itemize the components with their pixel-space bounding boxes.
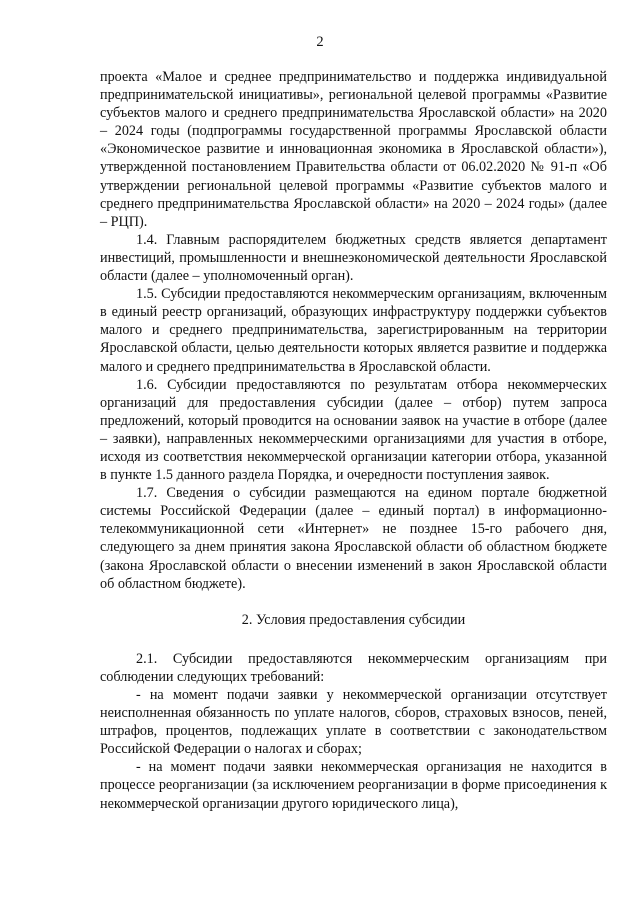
paragraph-2-1: 2.1. Субсидии предоставляются некоммерческим организациям при соблюдении следующих требований: — [100, 650, 607, 685]
requirement-no-reorganization: - на момент подачи заявки некоммерческая организация не находится в процессе реорганизации (за исключением реорганизации в форме присоединения к некоммерческой организации другого юридического лица), — [100, 759, 607, 812]
paragraph-1-4: 1.4. Главным распорядителем бюджетных средств является департамент инвестиций, промышленности и внешнеэкономической деятельности Ярославской области (далее – уполномоченный орган). — [100, 231, 607, 285]
paragraph-1-6: 1.6. Субсидии предоставляются по результатам отбора некоммерческих организаций для предоставления субсидии (далее – отбор) путем запроса предложений, который проводится на основании заявок на участие в отборе (далее – заявки), направленных некоммерческими организациями для участия в отборе, исходя из соответствия некоммерческой организации категории отбора, указанной в пункте 1.5 данного раздела Порядка, и очередности поступления заявок. — [100, 376, 607, 484]
document-body — [100, 68, 607, 813]
page-number: 2 — [316, 34, 324, 50]
paragraph-1-5: 1.5. Субсидии предоставляются некоммерческим организациям, включенным в единый реестр организаций, образующих инфраструктуру поддержки субъектов малого и среднего предпринимательства, зарегистрированным на территории Ярославской области, целью деятельности которых является развитие и поддержка малого и среднего предпринимательства в Ярославской области. — [100, 286, 607, 375]
section-heading: 2. Условия предоставления субсидии — [241, 611, 466, 628]
paragraph-1-7: 1.7. Сведения о субсидии размещаются на едином портале бюджетной системы Российской Федерации (далее – единый портал) в информационно-телекоммуникационной сети «Интернет» не позднее 15-го рабочего дня, следующего за днем принятия закона Ярославской области об областном бюджете (закона Ярославской области о внесении изменений в закон Ярославской области об областном бюджете). — [100, 485, 607, 592]
paragraph-rcp-definition: проекта «Малое и среднее предпринимательство и поддержка индивидуальной предпринимательской инициативы», региональной целевой программы «Развитие субъектов малого и среднего предпринимательства Ярославской области» на 2020 – 2024 годы (подпрограммы государственной программы Ярославской области «Экономическое развитие и инновационная экономика в Ярославской области»), утвержденной постановлением Правительства области от 06.02.2020 № 91-п «Об утверждении региональной целевой программы «Развитие субъектов малого и среднего предпринимательства Ярославской области» на 2020 – 2024 годы» (далее – РЦП). — [100, 69, 607, 230]
requirement-no-tax-debt: - на момент подачи заявки у некоммерческой организации отсутствует неисполненная обязанность по уплате налогов, сборов, страховых взносов, пеней, штрафов, процентов, подлежащих уплате в соответствии с законодательством Российской Федерации о налогах и сборах; — [100, 687, 607, 758]
